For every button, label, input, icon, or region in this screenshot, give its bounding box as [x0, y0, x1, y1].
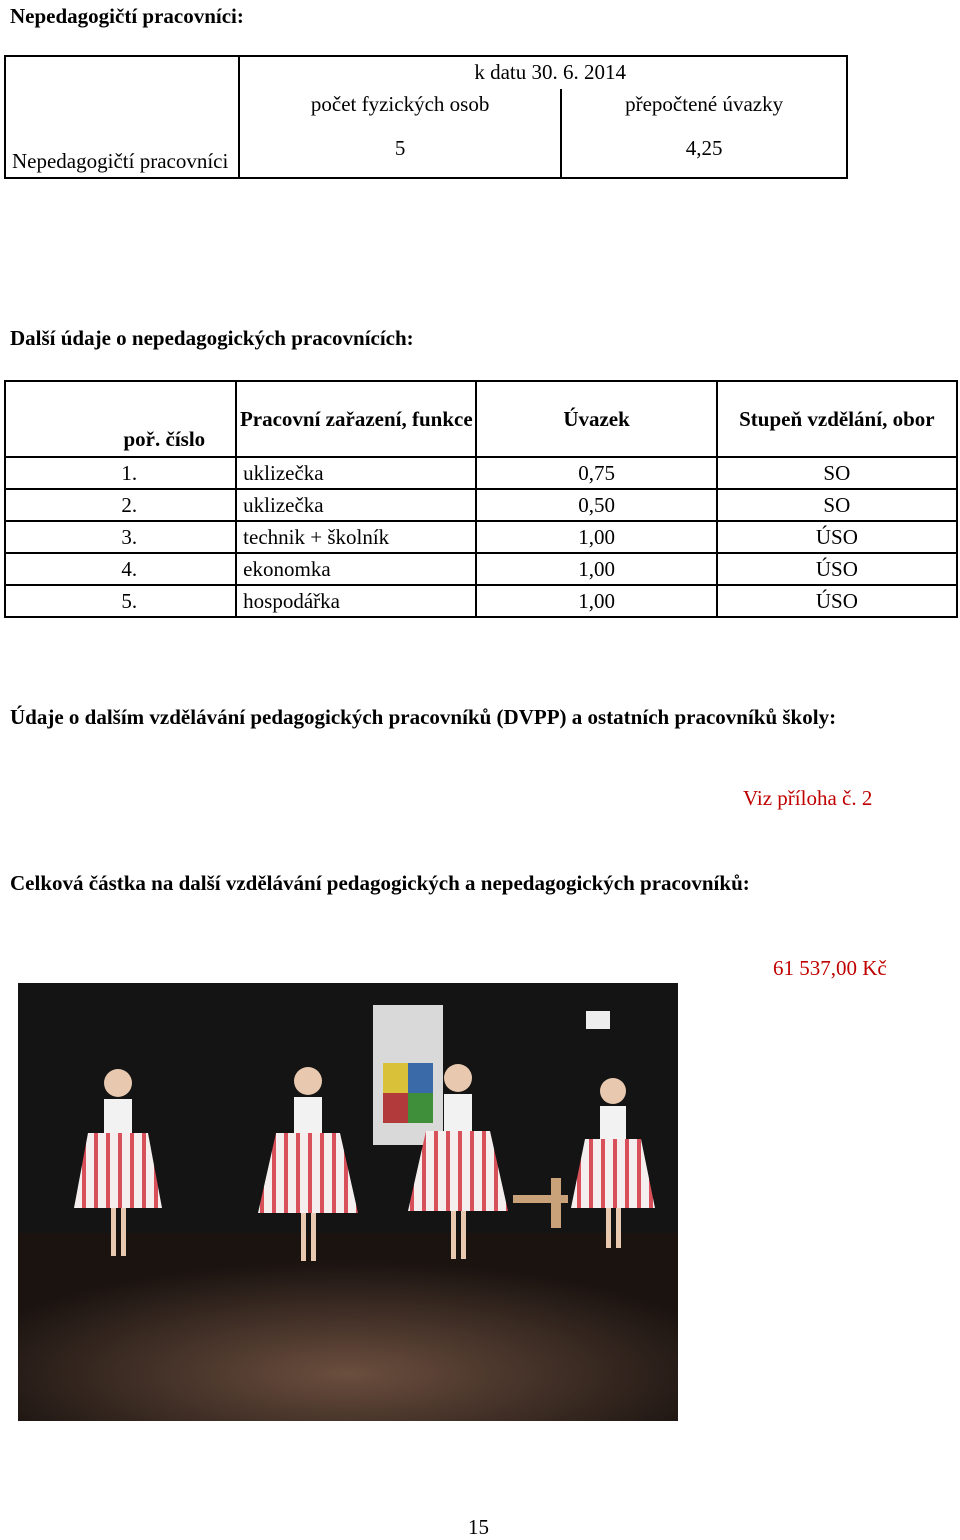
heading-other-data: Další údaje o nepedagogických pracovnících: — [10, 326, 414, 350]
cell-education: ÚSO — [717, 553, 957, 585]
cell-education: ÚSO — [717, 585, 957, 617]
cell-position: hospodářka — [236, 585, 476, 617]
page-number: 15 — [468, 1515, 489, 1539]
cell-position: uklizečka — [236, 457, 476, 489]
cell-education: SO — [717, 489, 957, 521]
staff-count-table — [4, 55, 848, 179]
header-workload: Úvazek — [476, 381, 716, 457]
value-fte: 4,25 — [561, 120, 847, 178]
header-education: Stupeň vzdělání, obor — [717, 381, 957, 457]
cell-education: SO — [717, 457, 957, 489]
cell-workload: 0,75 — [476, 457, 716, 489]
table-row — [5, 489, 957, 521]
cell-number: 3. — [5, 521, 236, 553]
heading-dvpp: Údaje o dalším vzdělávání pedagogických pracovníků (DVPP) a ostatních pracovníků školy: — [10, 705, 837, 729]
header-order-number: poř. číslo — [5, 381, 236, 457]
staff-detail-table — [4, 380, 958, 618]
total-amount-value: 61 537,00 Kč — [773, 956, 887, 980]
table-row — [5, 585, 957, 617]
table-row — [5, 521, 957, 553]
cell-number: 2. — [5, 489, 236, 521]
table-row — [5, 553, 957, 585]
col-header-persons: počet fyzických osob — [239, 89, 561, 121]
date-header: k datu 30. 6. 2014 — [239, 56, 847, 89]
cell-number: 1. — [5, 457, 236, 489]
cell-workload: 1,00 — [476, 521, 716, 553]
col-header-fte: přepočtené úvazky — [561, 89, 847, 121]
cell-position: technik + školník — [236, 521, 476, 553]
value-persons: 5 — [239, 120, 561, 178]
cell-workload: 1,00 — [476, 585, 716, 617]
cell-number: 5. — [5, 585, 236, 617]
row-label: Nepedagogičtí pracovníci — [5, 56, 239, 178]
heading-nonteaching-staff: Nepedagogičtí pracovníci: — [10, 4, 244, 28]
cell-education: ÚSO — [717, 521, 957, 553]
cell-position: uklizečka — [236, 489, 476, 521]
table-row — [5, 457, 957, 489]
cell-position: ekonomka — [236, 553, 476, 585]
heading-total-amount: Celková částka na další vzdělávání pedagogických a nepedagogických pracovníků: — [10, 871, 750, 895]
header-position: Pracovní zařazení, funkce — [236, 381, 476, 457]
table-header-row — [5, 381, 957, 457]
cell-workload: 1,00 — [476, 553, 716, 585]
appendix-reference: Viz příloha č. 2 — [743, 786, 873, 810]
dance-performance-photo — [18, 983, 678, 1421]
cell-number: 4. — [5, 553, 236, 585]
cell-workload: 0,50 — [476, 489, 716, 521]
